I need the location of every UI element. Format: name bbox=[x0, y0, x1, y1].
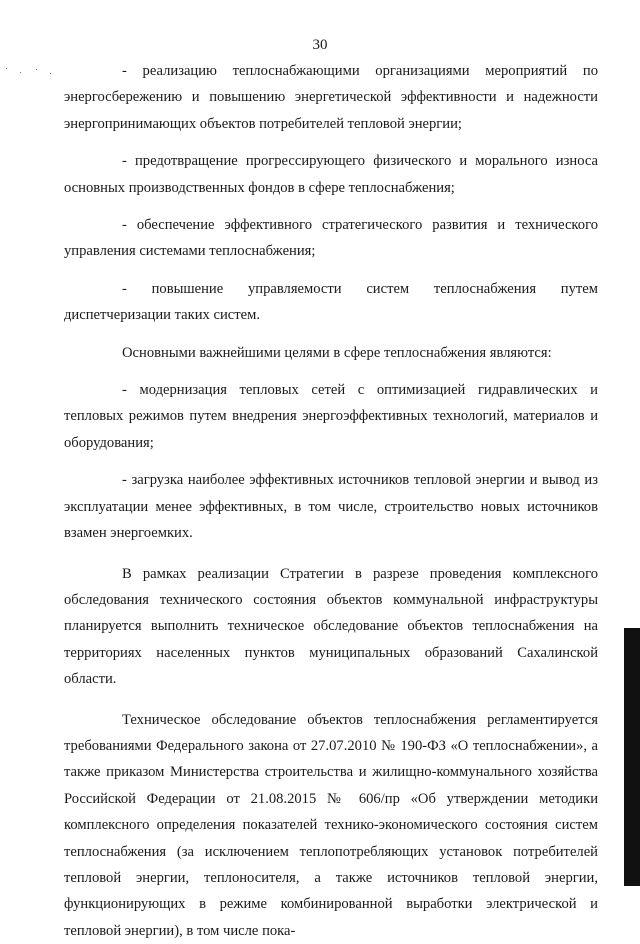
page-number: 30 bbox=[312, 37, 328, 53]
list-item-source-loading: - загрузка наиболее эффективных источников тепловой энергии и вывод из эксплуатации менее эффективных, в том числе, строительство новых источников взамен энергоемких. bbox=[64, 472, 598, 542]
scan-edge-mark bbox=[624, 628, 640, 886]
goals-intro: Основными важнейшими целями в сфере теплоснабжения являются: bbox=[122, 344, 552, 361]
list-item-heat-supply-measures: - реализацию теплоснабжающими организациями мероприятий по энергосбережению и повышению энергетической эффективности и надежности энергопринимающих объектов потребителей тепловой энергии; bbox=[64, 63, 598, 132]
list-item-network-modernization: - модернизация тепловых сетей с оптимизацией гидравлических и тепловых режимов путем внедрения энергоэффективных технологий, материалов и оборудования; bbox=[64, 382, 598, 451]
paragraph-strategy-inspection: В рамках реализации Стратегии в разрезе проведения комплексного обследования технического состояния объектов коммунальной инфраструктуры планируется выполнить техническое обследование объектов теплоснабжения на территориях населенных пунктов муниципальных образований Сахалинской области. bbox=[64, 565, 598, 688]
scan-noise bbox=[6, 66, 58, 76]
list-item-dispatching: - повышение управляемости систем теплоснабжения путем диспетчеризации таких систем. bbox=[64, 280, 598, 324]
list-item-strategic-development: - обеспечение эффективного стратегического развития и технического управления системами теплоснабжения; bbox=[64, 217, 598, 260]
document-body bbox=[64, 58, 598, 944]
list-item-wear-prevention: - предотвращение прогрессирующего физического и морального износа основных производственных фондов в сфере теплоснабжения; bbox=[64, 153, 598, 196]
paragraph-inspection-regulation: Техническое обследование объектов теплоснабжения регламентируется требованиями Федерального закона от 27.07.2010 № 190-ФЗ «О теплоснабжении», а также приказом Министерства строительства и жилищно-коммунального хозяйства Российской Федерации от 21.08.2015 № 606/пр «Об утверждении методики комплексного определения показателей технико-экономического состояния систем теплоснабжения (за исключением теплопотребляющих установок потребителей тепловой энергии, теплоносителя, а также источников тепловой энергии, функционирующих в режиме комбинированной выработки электрической и тепловой энергии), в том числе пока- bbox=[64, 711, 598, 939]
